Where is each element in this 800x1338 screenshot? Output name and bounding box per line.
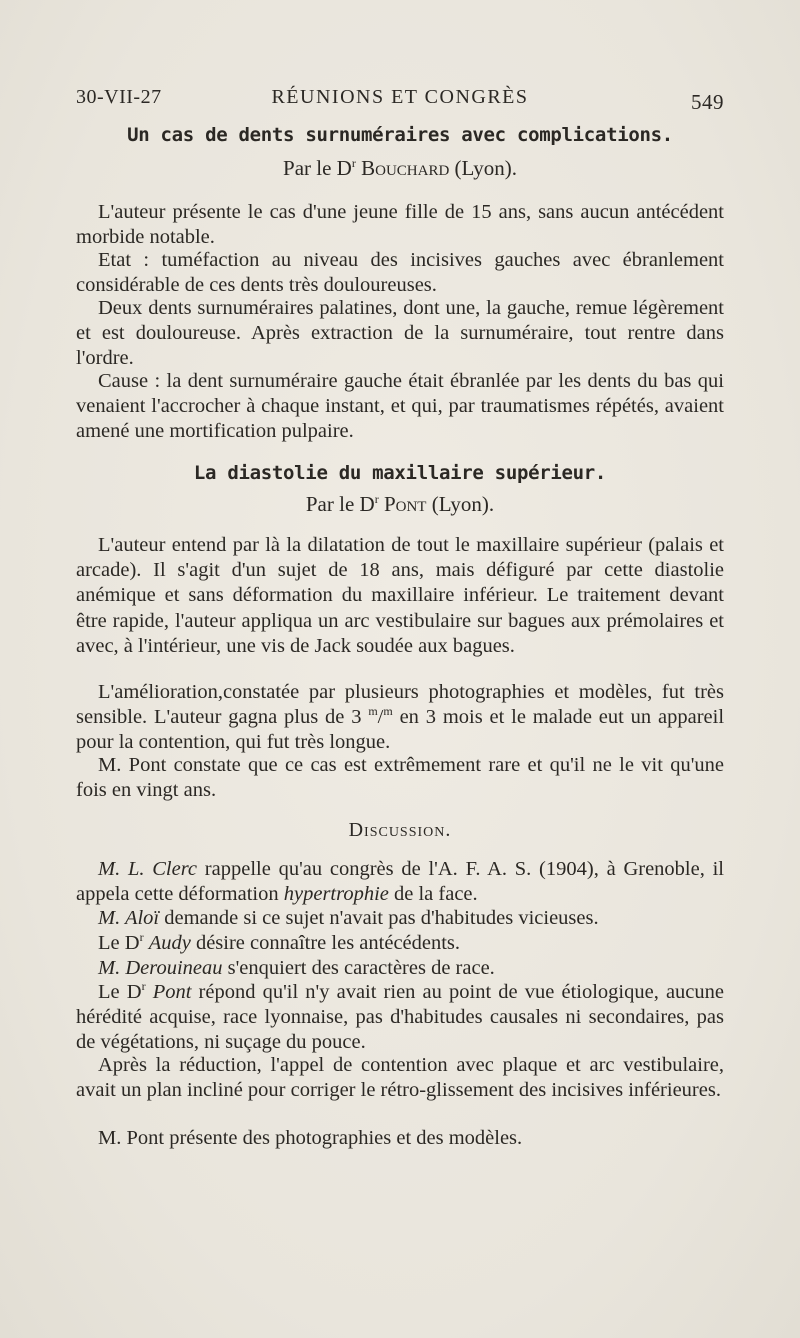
article1-byline-sup: r [351,156,356,170]
article1-paragraph-3: Deux dents surnuméraires palatines, dont une, la gauche, remue légèrement et est douloureuse. Après extraction de la surnuméraire, tout rentre dans l'ordre. [76,297,724,370]
discussion-item-6: Après la réduction, l'appel de contention avec plaque et arc vestibulaire, avait un plan incliné pour corriger le rétro-glissement des incisives inférieures. [76,1054,724,1102]
header-date: 30-VII-27 [76,86,162,108]
speaker-derouineau: M. Derouineau [98,957,223,979]
discussion-item-3-sup: r [139,930,144,945]
page-number: 549 [691,90,724,114]
discussion-item-5-sup: r [141,979,146,994]
running-header [76,86,724,116]
discussion-item-7: M. Pont présente des photographies et des modèles. [98,1127,523,1149]
article2-byline-suffix: (Lyon). [431,492,495,516]
discussion-item-5 [76,980,724,1056]
article1-paragraph-2: Etat : tuméfaction au niveau des incisives gauches avec ébranlement considérable de ces dents très douloureuses. [76,249,724,297]
discussion-item-2 [76,906,724,931]
article2-byline [76,492,724,517]
discussion-item-5-prefix: Le D [98,981,142,1003]
speaker-clerc: M. L. Clerc [98,858,198,880]
article1-byline-suffix: (Lyon). [454,156,517,180]
article2-byline-sup: r [374,492,379,506]
discussion-item-2-text: demande si ce sujet n'avait pas d'habitudes vicieuses. [164,907,599,929]
discussion-item-4 [76,956,724,981]
article1-byline [76,156,724,181]
discussion-item-1 [76,857,724,907]
article2-paragraph-2-b: en 3 mois et le malade eut un appareil pour la contention, qui fut très longue. [76,706,725,754]
discussion-item-5-text: répond qu'il n'y avait rien au point de vue étiologique, aucune hérédité acquise, race lyonnaise, pas d'habitudes causales ni secondaires, pas de végétations, ni suçage du pouce. [76,981,724,1054]
term-hypertrophie: hypertrophie [283,883,389,906]
discussion-item-4-text: s'enquiert des caractères de race. [227,957,495,979]
header-section: RÉUNIONS ET CONGRÈS [271,86,529,108]
speaker-audy: Audy [148,932,191,954]
unit-sup-1: m [368,704,378,719]
article2-paragraph-2-a: L'amélioration,constatée par plusieurs photographies et modèles, fut très sensible. L'auteur gagna plus de 3 [76,681,724,729]
article2-paragraph-3: M. Pont constate que ce cas est extrêmement rare et qu'il ne le vit qu'une fois en vingt ans. [76,754,724,802]
discussion-item-3-text: désire connaître les antécédents. [195,932,461,954]
discussion-heading: Discussion. [348,819,452,841]
speaker-pont: Pont [152,981,192,1003]
speaker-aloi: M. Aloï [98,907,160,929]
article2-paragraph-1: L'auteur entend par là la dilatation de tout le maxillaire supérieur (palais et arcade). Il s'agit d'un sujet de 18 ans, mais défiguré par cette diastolie anémique et sans déformation du maxillaire inférieur. Le traitement devant être rapide, l'auteur appliqua un arc vestibulaire sur bagues aux prémolaires et avec, à l'intérieur, une vis de Jack soudée aux bagues. [76,534,724,657]
discussion-item-3 [76,931,724,956]
article2-byline-prefix: Par le D [305,492,375,516]
article1-author: Bouchard [361,156,450,180]
discussion-item-1-text-a: rappelle qu'au congrès de l'A. F. A. S. (1904), à Grenoble, il appela cette déformation [76,858,724,906]
article1-byline-prefix: Par le D [283,156,352,180]
article2-paragraph-2 [76,680,724,756]
article2-author: Pont [383,492,427,516]
article1-paragraph-1: L'auteur présente le cas d'une jeune fille de 15 ans, sans aucun antécédent morbide notable. [76,201,724,249]
article1-paragraph-4: Cause : la dent surnuméraire gauche était ébranlée par les dents du bas qui venaient l'accrocher à chaque instant, et qui, par traumatismes répétés, avaient amené une mortification pulpaire. [76,370,724,443]
unit-slash: / [377,706,384,729]
unit-sup-2: m [383,704,393,719]
article2-title: La diastolie du maxillaire supérieur. [193,462,607,484]
article1-title: Un cas de dents surnuméraires avec complications. [127,124,673,146]
discussion-item-3-prefix: Le D [98,932,140,954]
discussion-item-1-text-b: de la face. [394,883,478,906]
